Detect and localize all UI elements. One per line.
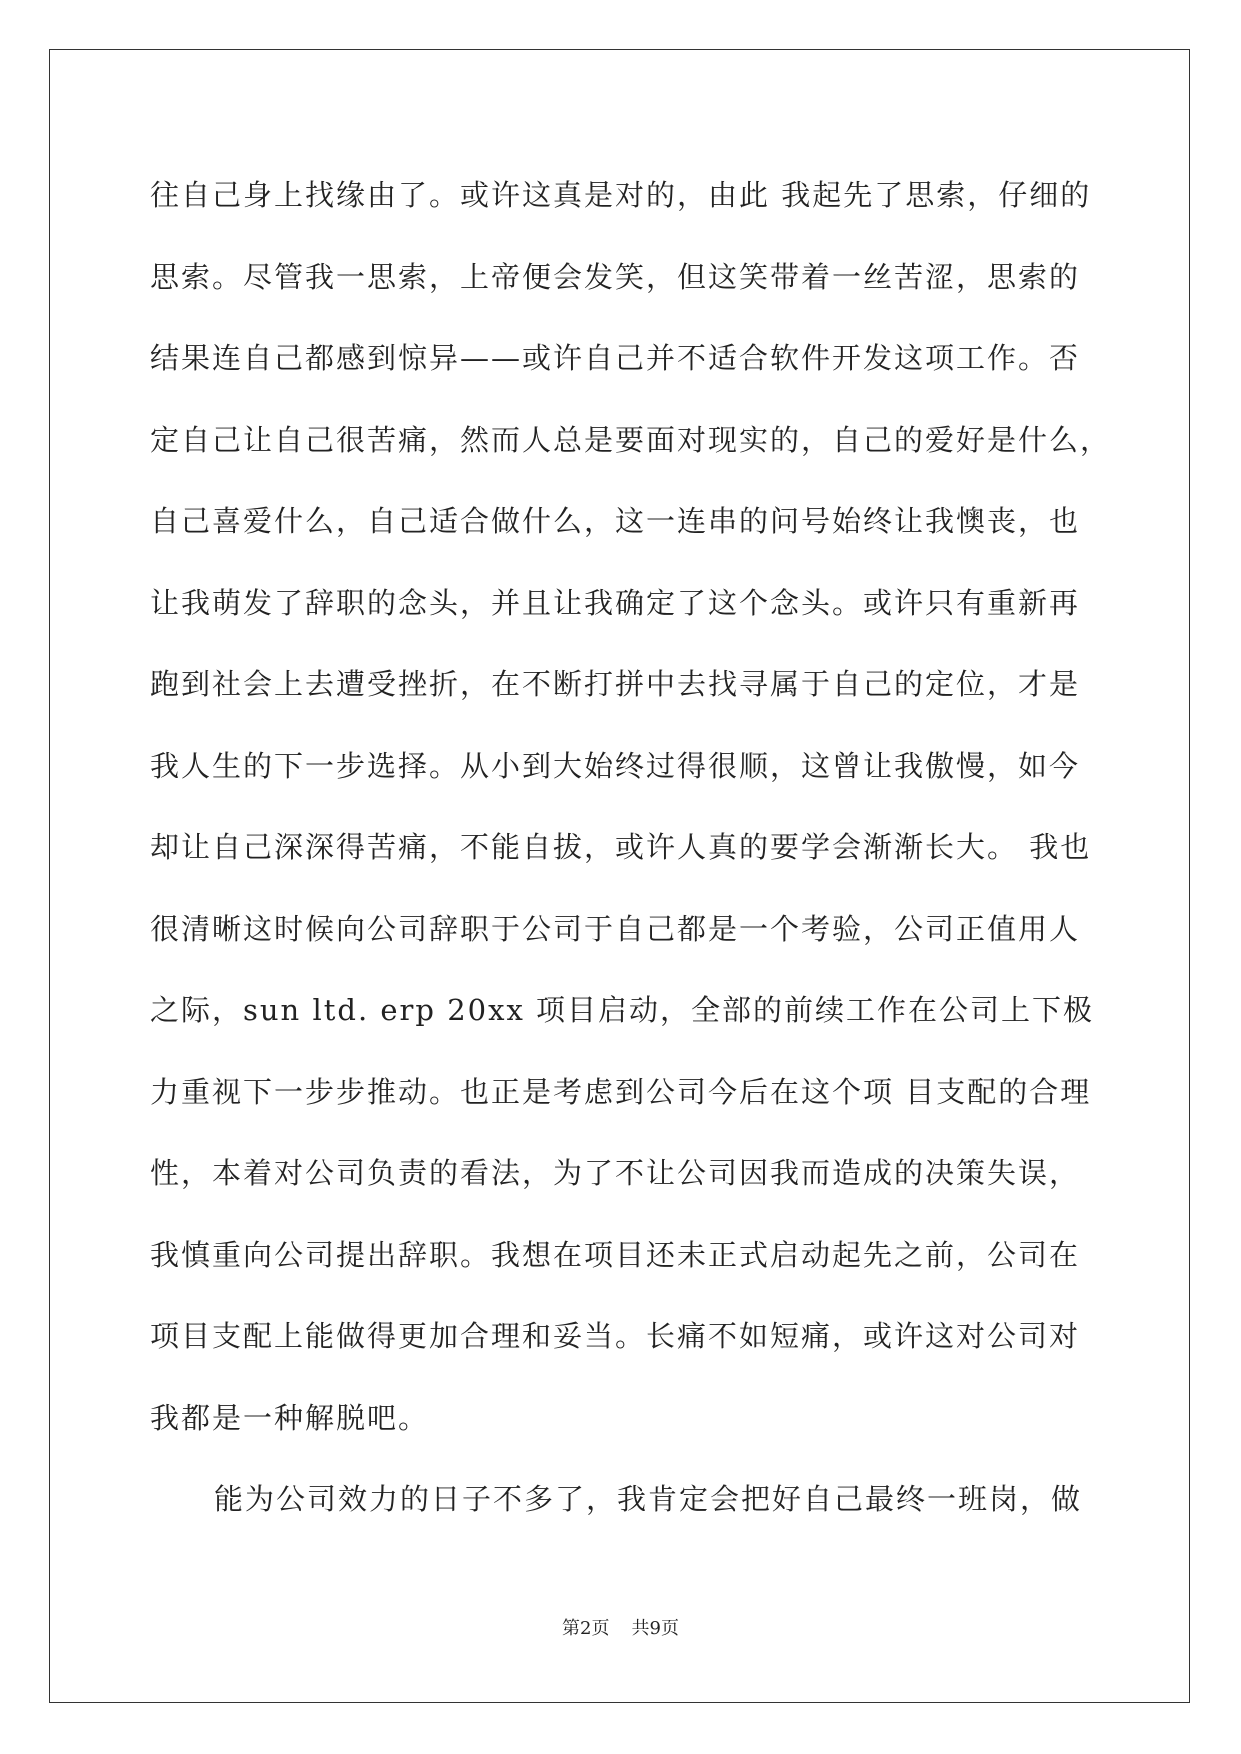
text-line: 我都是一种解脱吧。 [150,1400,430,1435]
text-line: 跑到社会上去遭受挫折，在不断打拼中去找寻属于自己的定位，才是 [150,667,1081,701]
text-line: 往自己身上找缘由了。或许这真是对的，由此 我起先了思索，仔细的 [150,178,1092,212]
text-line: 却让自己深深得苦痛，不能自拔，或许人真的要学会渐渐长大。 我也 [150,830,1092,864]
text-line: 自己喜爱什么，自己适合做什么，这一连串的问号始终让我懊丧，也 [150,504,1081,538]
text-line: 定自己让自己很苦痛，然而人总是要面对现实的，自己的爱好是什么， [150,422,1112,457]
text-line: 之际，sun ltd. erp 20xx 项目启动，全部的前续工作在公司上下极 [150,993,1095,1027]
text-line: 项目支配上能做得更加合理和妥当。长痛不如短痛，或许这对公司对 [150,1319,1081,1353]
text-line: 我慎重向公司提出辞职。我想在项目还未正式启动起先之前，公司在 [150,1237,1081,1272]
current-page-number: 第2页 [562,1618,610,1639]
total-page-count: 共9页 [631,1618,679,1639]
text-line: 能为公司效力的日子不多了，我肯定会把好自己最终一班岗，做 [214,1482,1083,1516]
text-line: 结果连自己都感到惊异——或许自己并不适合软件开发这项工作。否 [150,341,1081,375]
page-footer [0,1614,1241,1640]
text-line: 我人生的下一步选择。从小到大始终过得很顺，这曾让我傲慢，如今 [150,748,1081,783]
document-body [150,155,1112,1541]
text-line: 让我萌发了辞职的念头，并且让我确定了这个念头。或许只有重新再 [150,585,1081,620]
text-line: 思索。尽管我一思索，上帝便会发笑，但这笑带着一丝苦涩，思索的 [150,259,1081,294]
text-line: 性，本着对公司负责的看法，为了不让公司因我而造成的决策失误， [150,1156,1081,1190]
text-line: 很清晰这时候向公司辞职于公司于自己都是一个考验，公司正值用人 [150,911,1081,946]
text-line: 力重视下一步步推动。也正是考虑到公司今后在这个项 目支配的合理 [150,1074,1092,1109]
